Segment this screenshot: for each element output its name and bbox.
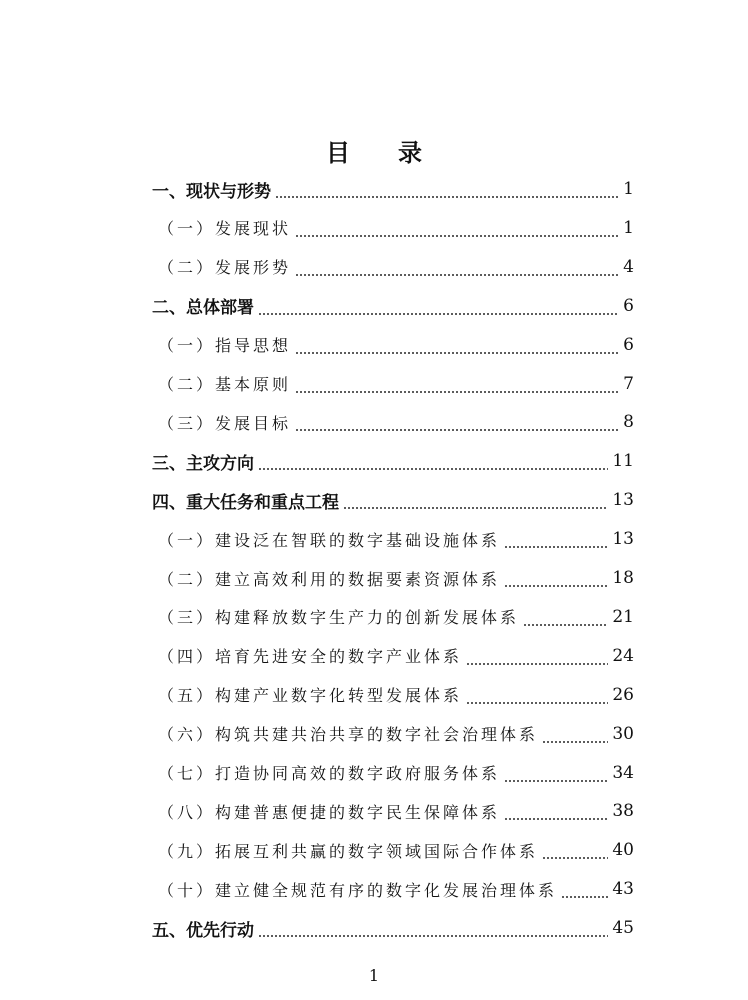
toc-entry-label: （二）发展形势 <box>158 258 292 278</box>
page-title <box>0 133 748 168</box>
toc-chapter-entry[interactable] <box>0 481 748 519</box>
toc-entry-label: （五）构建产业数字化转型发展体系 <box>158 686 463 706</box>
toc-entry-page: 43 <box>612 879 634 900</box>
dot-leader <box>561 870 608 908</box>
toc-entry-label: （七）打造协同高效的数字政府服务体系 <box>158 764 501 783</box>
dot-leader <box>542 831 608 869</box>
toc-section-entry[interactable] <box>0 870 748 908</box>
toc-section-entry[interactable] <box>0 559 748 597</box>
toc-entry-label: （四）培育先进安全的数字产业体系 <box>158 647 463 667</box>
toc-section-entry[interactable] <box>0 520 748 558</box>
toc-chapter-entry[interactable] <box>0 442 748 480</box>
toc-entry-label: （一）指导思想 <box>158 336 292 356</box>
toc-entry-label: （九）拓展互利共赢的数字领域国际合作体系 <box>158 841 539 861</box>
toc-entry-label: 五、优先行动 <box>152 920 254 941</box>
toc-entry-page: 13 <box>612 490 634 511</box>
toc-entry-label: （一）发展现状 <box>158 219 292 239</box>
toc-entry-page: 30 <box>612 723 634 744</box>
dot-leader <box>295 209 619 247</box>
dot-leader <box>504 754 608 792</box>
dot-leader <box>466 637 608 675</box>
dot-leader <box>504 559 608 597</box>
toc-section-entry[interactable] <box>0 403 748 441</box>
dot-leader <box>275 170 619 208</box>
dot-leader <box>542 715 608 753</box>
toc-section-entry[interactable] <box>0 365 748 403</box>
toc-entry-page: 6 <box>623 295 634 316</box>
toc-section-entry[interactable] <box>0 676 748 714</box>
dot-leader <box>258 442 608 480</box>
toc-entry-page: 7 <box>623 373 634 394</box>
toc-entry-label: （二）基本原则 <box>158 375 292 394</box>
dot-leader <box>504 520 608 558</box>
toc-entry-label: 一、现状与形势 <box>152 181 271 202</box>
toc-entry-label: （三）发展目标 <box>158 413 292 433</box>
dot-leader <box>343 481 608 519</box>
toc-chapter-entry[interactable] <box>0 170 748 208</box>
toc-entry-label: （三）构建释放数字生产力的创新发展体系 <box>158 608 520 628</box>
toc-entry-page: 26 <box>612 684 634 705</box>
toc-section-entry[interactable] <box>0 326 748 364</box>
page-number: 1 <box>368 966 380 985</box>
toc-section-entry[interactable] <box>0 715 748 753</box>
toc-entry-page: 8 <box>623 412 634 433</box>
toc-section-entry[interactable] <box>0 598 748 636</box>
toc-entry-label: （八）构建普惠便捷的数字民生保障体系 <box>158 802 501 822</box>
toc-entry-label: （十）建立健全规范有序的数字化发展治理体系 <box>158 880 558 900</box>
toc-entry-page: 24 <box>612 645 634 666</box>
dot-leader <box>295 403 619 441</box>
toc-entry-page: 38 <box>612 801 634 822</box>
dot-leader <box>466 676 608 714</box>
toc-entry-label: （二）建立高效利用的数据要素资源体系 <box>158 569 501 589</box>
dot-leader <box>504 792 608 830</box>
toc-entry-label: 三、主攻方向 <box>152 453 254 474</box>
toc-entry-page: 21 <box>612 606 634 627</box>
dot-leader <box>523 598 608 636</box>
toc-entry-page: 40 <box>612 840 634 861</box>
toc-entry-page: 11 <box>612 451 634 472</box>
toc-entry-page: 45 <box>612 918 634 939</box>
dot-leader <box>258 909 608 947</box>
toc-section-entry[interactable] <box>0 209 748 247</box>
toc-entry-page: 4 <box>623 256 634 277</box>
title-char-2: 录 <box>398 139 422 167</box>
toc-entry-label: 四、重大任务和重点工程 <box>152 492 339 513</box>
dot-leader <box>295 326 619 364</box>
toc-entry-label: （一）建设泛在智联的数字基础设施体系 <box>158 530 501 550</box>
toc-entry-page: 6 <box>623 334 634 355</box>
dot-leader <box>258 287 619 325</box>
toc-entry-page: 34 <box>612 762 634 783</box>
toc-entry-page: 13 <box>612 529 634 550</box>
toc-entry-page: 1 <box>623 217 634 238</box>
title-char-1: 目 <box>326 139 350 167</box>
toc-section-entry[interactable] <box>0 792 748 830</box>
dot-leader <box>295 248 619 286</box>
toc-entry-page: 18 <box>612 568 634 588</box>
dot-leader <box>295 365 619 403</box>
toc-section-entry[interactable] <box>0 248 748 286</box>
toc-section-entry[interactable] <box>0 637 748 675</box>
toc-entry-label: 二、总体部署 <box>152 298 254 319</box>
toc-chapter-entry[interactable] <box>0 287 748 325</box>
toc-entry-page: 1 <box>623 179 634 199</box>
toc-entry-label: （六）构筑共建共治共享的数字社会治理体系 <box>158 725 539 745</box>
toc-section-entry[interactable] <box>0 831 748 869</box>
toc-section-entry[interactable] <box>0 754 748 792</box>
toc-chapter-entry[interactable] <box>0 909 748 947</box>
